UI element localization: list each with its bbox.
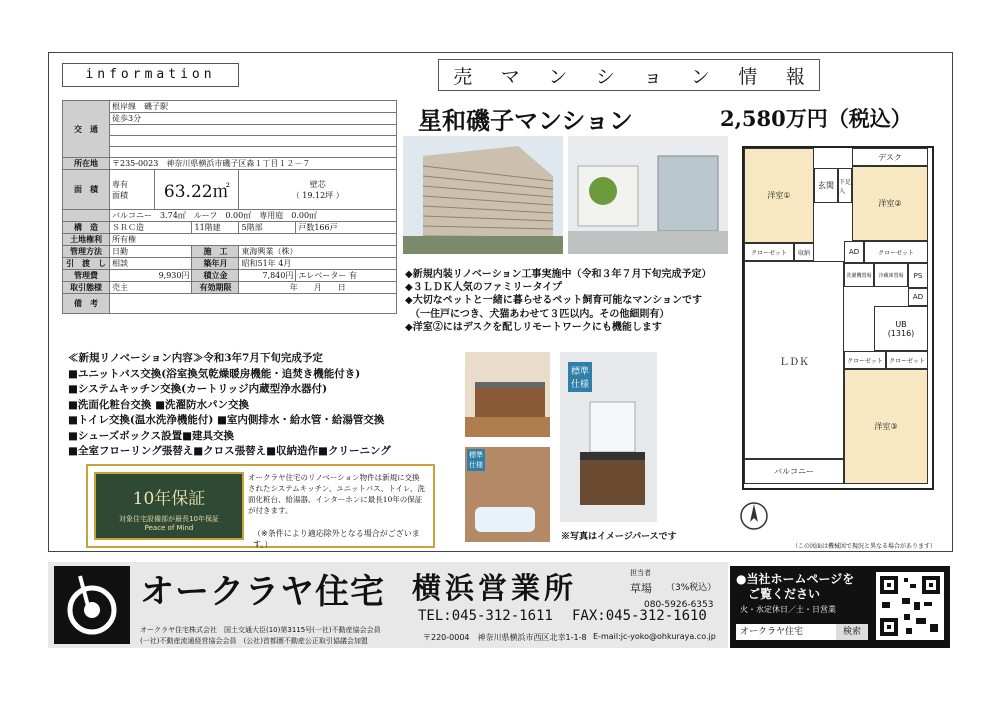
access-line bbox=[110, 136, 397, 147]
access-line: 根岸線 磯子駅 bbox=[110, 101, 397, 113]
closet: クローゼット bbox=[844, 351, 886, 369]
warranty-title: 10年保証 bbox=[132, 489, 206, 509]
bullet-item: ◆３ＬＤＫ人気のファミリータイプ bbox=[405, 282, 562, 294]
title-char: 報 bbox=[785, 65, 805, 88]
homepage-line1: ●当社ホームページを bbox=[736, 572, 855, 586]
company-logo-icon bbox=[54, 566, 130, 644]
bath-photo bbox=[465, 447, 550, 542]
land-value: 所有権 bbox=[110, 234, 397, 246]
room-western-3: 洋室③ bbox=[844, 369, 928, 484]
renovation-item: ■ユニットバス交換(浴室換気乾燥暖房機能・追焚き機能付き) bbox=[68, 367, 361, 380]
mobile-number: 080-5926-6353 bbox=[644, 600, 714, 610]
reserve-label: 積立金 bbox=[192, 270, 239, 282]
floor-value: 5階部 bbox=[239, 222, 296, 234]
fee-value: 9,930円 bbox=[110, 270, 192, 282]
land-label: 土地権利 bbox=[63, 234, 110, 246]
warranty-box bbox=[86, 464, 435, 548]
renovation-item: ■トイレ交換(温水洗浄機能付) ■室内側排水・給水管・給湯管交換 bbox=[68, 414, 385, 426]
room-western-1: 洋室① bbox=[744, 148, 814, 243]
search-button[interactable]: 検索 bbox=[836, 624, 868, 640]
vanity-photo bbox=[560, 352, 657, 522]
warranty-en: Peace of Mind bbox=[144, 524, 194, 532]
area-value: 63.22㎡ bbox=[155, 170, 239, 210]
feature-bullets bbox=[405, 268, 712, 334]
title-char: ン bbox=[690, 65, 710, 88]
renovation-list bbox=[68, 351, 391, 460]
bullet-item: ◆洋室②にはデスクを配しリモートワークにも機能します bbox=[405, 321, 662, 333]
photo-caption: ※写真はイメージパースです bbox=[561, 532, 677, 542]
structure-value: ＳＲＣ造 bbox=[110, 222, 192, 234]
warranty-text: オークラヤ住宅のリノベーション物件は新規に交換されたシステムキッチン、ユニットバス、トイレ、洗面化粧台、給湯器、インターホンに最長10年の保証が付きます。 bbox=[248, 473, 425, 515]
title-char: 売 bbox=[453, 65, 473, 88]
elevator-value: 有 bbox=[348, 271, 357, 280]
company-address: 〒220-0004 神奈川県横浜市西区北幸1-1-8 bbox=[423, 633, 587, 642]
bullet-item: ◆大切なペットと一緒に暮らせるペット飼育可能なマンションです bbox=[405, 295, 702, 307]
qr-code-icon[interactable] bbox=[876, 572, 944, 640]
floorplan-note: （この図面は機械図で現況と異なる場合があります） bbox=[792, 543, 937, 550]
kitchen-illustration bbox=[465, 352, 550, 437]
renovation-title: ≪新規リノベーション内容≫令和3年7月下旬完成予定 bbox=[68, 352, 323, 364]
property-name: 星和磯子マンション bbox=[418, 106, 633, 135]
bullet-item: （一住戸につき、犬猫あわせて３匹以内。その他細則有） bbox=[405, 308, 670, 320]
units-value: 戸数166戸 bbox=[296, 222, 397, 234]
entrance-photo bbox=[568, 136, 728, 254]
company-name: オークラヤ住宅 bbox=[140, 572, 385, 612]
note-label: 備 考 bbox=[63, 294, 110, 314]
storage: 収納 bbox=[794, 243, 814, 261]
access-label: 交 通 bbox=[63, 101, 110, 158]
building-photo bbox=[403, 136, 563, 254]
mgmt-value: 日勤 bbox=[110, 246, 192, 258]
company-branch: 横浜営業所 bbox=[412, 571, 578, 605]
address-label: 所在地 bbox=[63, 158, 110, 170]
entrance-illustration bbox=[568, 136, 728, 254]
area-sub: 専有 面積 bbox=[110, 170, 155, 210]
fee-label: 管理費 bbox=[63, 270, 110, 282]
room-shoe-box: 下足入 bbox=[838, 168, 852, 203]
builder-label: 施 工 bbox=[192, 246, 239, 258]
structure-label: 構 造 bbox=[63, 222, 110, 234]
bullet-item: ◆新規内装リノベーション工事実施中（令和３年７月下旬完成予定） bbox=[405, 269, 712, 280]
person-name: 草場 bbox=[630, 582, 652, 595]
area-label: 面 積 bbox=[63, 170, 110, 210]
title-char: ョ bbox=[643, 65, 663, 88]
built-label: 築年月 bbox=[192, 258, 239, 270]
access-line: 徒歩3分 bbox=[110, 113, 397, 125]
fridge-space: 冷蔵庫置場 bbox=[874, 263, 908, 287]
license-line: (一社)不動産流通経営協会会員 (公社)首都圏不動産公正取引協議会加盟 bbox=[140, 637, 368, 645]
title-char: シ bbox=[595, 65, 615, 88]
ad-vent: AD bbox=[908, 288, 928, 306]
compass-icon bbox=[738, 500, 770, 532]
ad-vent: AD bbox=[844, 241, 864, 263]
closet: クローゼット bbox=[744, 243, 794, 261]
search-box[interactable]: オークラヤ住宅 bbox=[736, 624, 836, 640]
handover-value: 相談 bbox=[110, 258, 192, 270]
elevator-label: エレベーター bbox=[298, 271, 347, 280]
title-bar bbox=[438, 59, 820, 91]
floors-value: 11階建 bbox=[192, 222, 239, 234]
room-entrance: 玄関 bbox=[814, 168, 838, 203]
balcony-value: バルコニー 3.74㎡ ルーフ 0.00㎡ 専用庭 0.00㎡ bbox=[110, 210, 397, 222]
building-illustration bbox=[403, 136, 563, 254]
renovation-item: ■全室フローリング張替え■クロス張替え■収納造作■クリーニング bbox=[68, 445, 391, 457]
closet: クローゼット bbox=[864, 241, 928, 263]
tel-number: TEL:045-312-1611 bbox=[418, 608, 553, 624]
warranty-plate bbox=[94, 472, 244, 540]
title-char: マ bbox=[500, 65, 520, 88]
mgmt-label: 管理方法 bbox=[63, 246, 110, 258]
standard-badge: 標準 仕様 bbox=[469, 451, 483, 469]
holiday-info: 火・水定休日／土・日営業 bbox=[740, 605, 836, 614]
room-western-2: 洋室② bbox=[852, 166, 928, 241]
pipe-space: PS bbox=[908, 263, 928, 288]
renovation-item: ■洗面化粧台交換 ■洗濯防水パン交換 bbox=[68, 398, 249, 411]
homepage-box bbox=[730, 566, 950, 648]
warranty-sub: 対象住宅設備部が最長10年保証 bbox=[119, 515, 219, 523]
company-email[interactable]: E-mail:jc-yoko@ohkuraya.co.jp bbox=[593, 632, 716, 641]
kitchen-photo bbox=[465, 352, 550, 437]
room-desk: デスク bbox=[852, 148, 928, 166]
washer-space: 洗濯機置場 bbox=[844, 263, 874, 287]
deal-value: 売主 bbox=[110, 282, 192, 294]
company-footer bbox=[48, 562, 728, 648]
access-line bbox=[110, 125, 397, 136]
title-char: 情 bbox=[738, 65, 758, 88]
balcony: バルコニー bbox=[744, 459, 844, 484]
fee-note: （3%税込） bbox=[666, 583, 717, 593]
renovation-item: ■システムキッチン交換(カートリッジ内蔵型浄水器付) bbox=[68, 383, 328, 395]
person-label: 担当者 bbox=[630, 569, 651, 577]
information-tag: information bbox=[62, 63, 239, 87]
handover-label: 引 渡 し bbox=[63, 258, 110, 270]
property-price: 2,580万円（税込） bbox=[720, 106, 912, 131]
closet: クローゼット bbox=[886, 351, 928, 369]
reserve-value: 7,840円 bbox=[239, 270, 296, 282]
license-line: オークラヤ住宅株式会社 国土交通大臣(10)第3115号(一社)不動産協会会員 bbox=[140, 626, 381, 634]
homepage-line2: ご覧ください bbox=[736, 587, 821, 601]
builder-value: 東海興業（株） bbox=[239, 246, 397, 258]
valid-value: 年 月 日 bbox=[239, 282, 397, 294]
room-ldk: ＬＤＫ bbox=[744, 261, 844, 459]
warranty-note: （※条件により適応除外となる場合がございます。） bbox=[253, 529, 420, 549]
fax-number: FAX:045-312-1610 bbox=[572, 608, 707, 624]
standard-badge: 標準 仕様 bbox=[568, 362, 592, 392]
floor-plan bbox=[742, 146, 934, 490]
valid-label: 有効期限 bbox=[192, 282, 239, 294]
area-tsubo: 壁芯 （ 19.12坪 ） bbox=[239, 170, 397, 210]
unit-bath: UB (1316) bbox=[874, 306, 928, 351]
address-value: 〒235-0023 神奈川県横浜市磯子区森１丁目１２－７ bbox=[110, 158, 397, 170]
spec-table bbox=[62, 100, 397, 314]
renovation-item: ■シューズボックス設置■建具交換 bbox=[68, 429, 235, 442]
deal-label: 取引態様 bbox=[63, 282, 110, 294]
access-line bbox=[110, 147, 397, 158]
built-value: 昭和51年 4月 bbox=[239, 258, 397, 270]
title-char: ン bbox=[548, 65, 568, 88]
